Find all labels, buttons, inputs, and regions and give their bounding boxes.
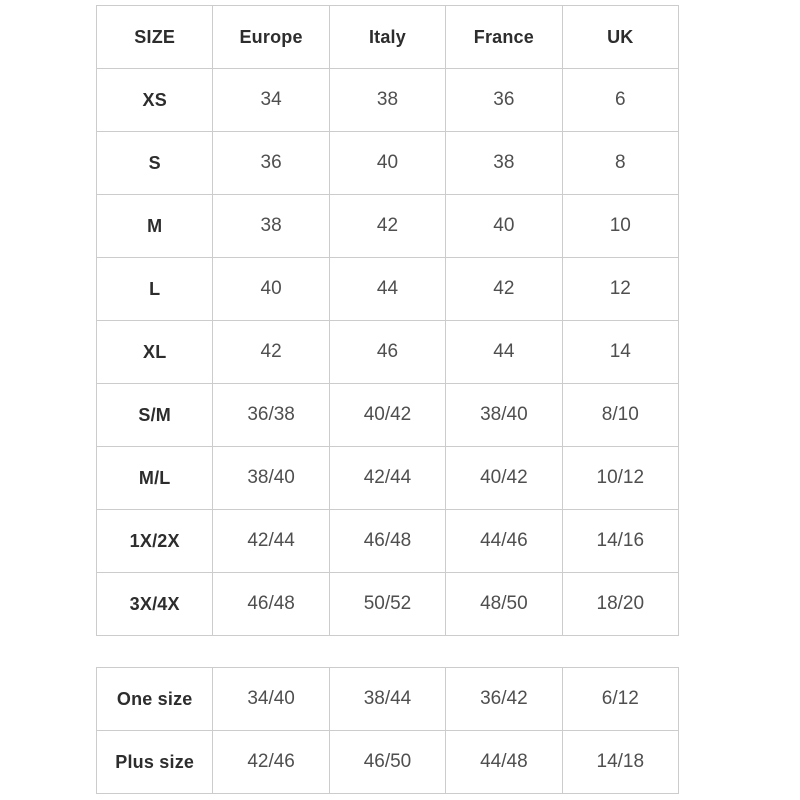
table-cell: 44 [446,321,562,384]
table-cell: 48/50 [446,573,562,636]
table-cell: 8/10 [562,384,678,447]
table-cell: 8 [562,132,678,195]
column-header-europe: Europe [213,6,329,69]
table-cell: 6 [562,69,678,132]
table-cell: 42/46 [213,731,329,794]
table-cell: 38/44 [329,668,445,731]
table-cell: 14/18 [562,731,678,794]
table-cell: 44/48 [446,731,562,794]
row-label: S [97,132,213,195]
table-row-one-size [97,668,679,731]
table-cell: 44/46 [446,510,562,573]
table-cell: 14/16 [562,510,678,573]
table-cell: 36/42 [446,668,562,731]
table-cell: 38/40 [446,384,562,447]
row-label: XL [97,321,213,384]
table-row-m [97,195,679,258]
table-cell: 42 [213,321,329,384]
table-cell: 34 [213,69,329,132]
header-row [97,6,679,69]
row-label: L [97,258,213,321]
table-cell: 42 [329,195,445,258]
table-cell: 36 [446,69,562,132]
table-row-1x2x [97,510,679,573]
table-row-plus-size [97,731,679,794]
table-cell: 42/44 [329,447,445,510]
table-cell: 38/40 [213,447,329,510]
table-row-ml [97,447,679,510]
table-row-3x4x [97,573,679,636]
table-cell: 38 [213,195,329,258]
table-row-xl [97,321,679,384]
table-row-sm [97,384,679,447]
table-cell: 42/44 [213,510,329,573]
table-row-l [97,258,679,321]
table-cell: 38 [446,132,562,195]
column-header-france: France [446,6,562,69]
row-label: Plus size [97,731,213,794]
table-cell: 36 [213,132,329,195]
table-cell: 34/40 [213,668,329,731]
table-cell: 46 [329,321,445,384]
table-cell: 10 [562,195,678,258]
row-label: 1X/2X [97,510,213,573]
column-header-italy: Italy [329,6,445,69]
table-cell: 40 [446,195,562,258]
row-label: XS [97,69,213,132]
table-cell: 36/38 [213,384,329,447]
table-cell: 14 [562,321,678,384]
table-cell: 40 [213,258,329,321]
column-header-size: SIZE [97,6,213,69]
table-cell: 46/48 [329,510,445,573]
table-cell: 40/42 [329,384,445,447]
table-cell: 40 [329,132,445,195]
row-label: S/M [97,384,213,447]
special-sizes-table [96,667,679,794]
table-cell: 46/50 [329,731,445,794]
table-cell: 44 [329,258,445,321]
table-cell: 38 [329,69,445,132]
column-header-uk: UK [562,6,678,69]
row-label: M [97,195,213,258]
table-cell: 10/12 [562,447,678,510]
row-label: 3X/4X [97,573,213,636]
table-row-xs [97,69,679,132]
row-label: One size [97,668,213,731]
table-cell: 40/42 [446,447,562,510]
size-conversion-table [96,5,679,636]
table-row-s [97,132,679,195]
table-cell: 6/12 [562,668,678,731]
table-cell: 50/52 [329,573,445,636]
table-cell: 12 [562,258,678,321]
row-label: M/L [97,447,213,510]
table-cell: 18/20 [562,573,678,636]
table-cell: 42 [446,258,562,321]
table-cell: 46/48 [213,573,329,636]
